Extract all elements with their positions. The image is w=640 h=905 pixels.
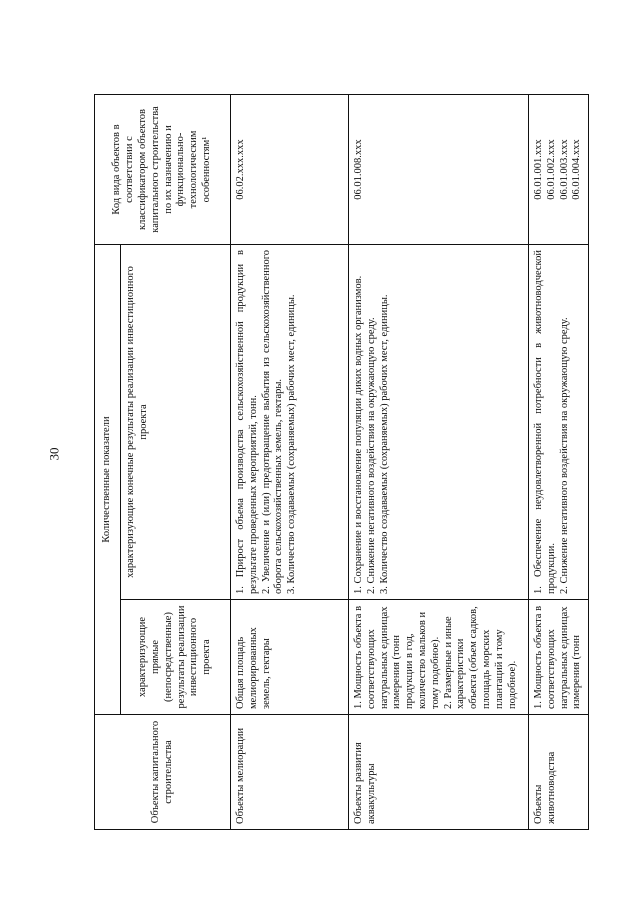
direct-line: Общая площадь мелиорированных земель, гектары — [235, 627, 272, 709]
code-value: 06.01.003.xxx — [558, 139, 570, 200]
header-code: Код вида объектов в соответствии с классификатором объектов капитального строительства по их назначению и функционально-технологическим особенностям¹ — [95, 95, 231, 245]
header-objects: Объекты капитального строительства — [95, 715, 231, 830]
code-value: 06.01.002.xxx — [545, 139, 557, 200]
object-name: Объекты животноводства — [529, 715, 589, 830]
direct-line: 2. Размерные и иные характеристики объекта (объем садков, площадь морских плантаций и тому подобное). — [442, 606, 518, 709]
code-value: 06.02.xxx.xxx — [235, 139, 246, 200]
object-name: Объекты развития аквакультуры — [349, 715, 529, 830]
final-cell — [349, 245, 529, 600]
code-value: 06.01.004.xxx — [571, 139, 583, 200]
header-direct: характеризующие прямые (непосредственные) результаты реализации инвестиционного проекта — [121, 600, 231, 715]
direct-cell — [349, 600, 529, 715]
final-line: 2. Увеличение и (или) предотвращение выбытия из сельскохозяйственного оборота сельскохозяйственных земель, гектары. — [260, 250, 285, 594]
code-cell — [529, 95, 589, 245]
direct-cell — [529, 600, 589, 715]
direct-line: 1. Мощность объекта в соответствующих натуральных единицах измерения (тонн продукции в год, количество мальков и тому подобное). — [353, 605, 441, 709]
rotated-table-wrapper — [94, 95, 583, 830]
header-final: характеризующие конечные результаты реализации инвестиционного проекта — [121, 245, 231, 600]
final-line: 3. Количество создаваемых (сохраняемых) рабочих мест, единицы. — [378, 294, 390, 594]
final-cell — [529, 245, 589, 600]
final-line: 2. Снижение негативного воздействия на окружающую среду. — [365, 317, 377, 594]
code-value: 06.01.008.xxx — [353, 139, 364, 200]
direct-cell — [231, 600, 349, 715]
final-line: 1. Обеспечение неудовлетворенной потребности в животноводческой продукции. — [533, 250, 557, 594]
page-number: 30 — [46, 447, 62, 461]
table-row — [529, 95, 589, 830]
object-name: Объекты мелиорации — [231, 715, 349, 830]
final-line: 3. Количество создаваемых (сохраняемых) рабочих мест, единицы. — [286, 294, 298, 594]
header-quant: Количественные показатели — [95, 245, 121, 715]
code-cell — [349, 95, 529, 245]
final-line: 1. Прирост объема производства сельскохозяйственной продукции в результате проведенных мероприятий, тонн. — [235, 250, 259, 594]
table-row — [231, 95, 349, 830]
final-cell — [231, 245, 349, 600]
header-row-1 — [95, 95, 121, 830]
table-row — [349, 95, 529, 830]
final-line: 2. Снижение негативного воздействия на окружающую среду. — [558, 317, 570, 594]
code-value: 06.01.001.xxx — [533, 139, 544, 200]
direct-line: 1. Мощность объекта в соответствующих натуральных единицах измерения (тонн — [533, 605, 583, 709]
code-cell — [231, 95, 349, 245]
indicators-table — [94, 94, 589, 830]
final-line: 1. Сохранение и восстановление популяции диких водных организмов. — [353, 275, 364, 594]
